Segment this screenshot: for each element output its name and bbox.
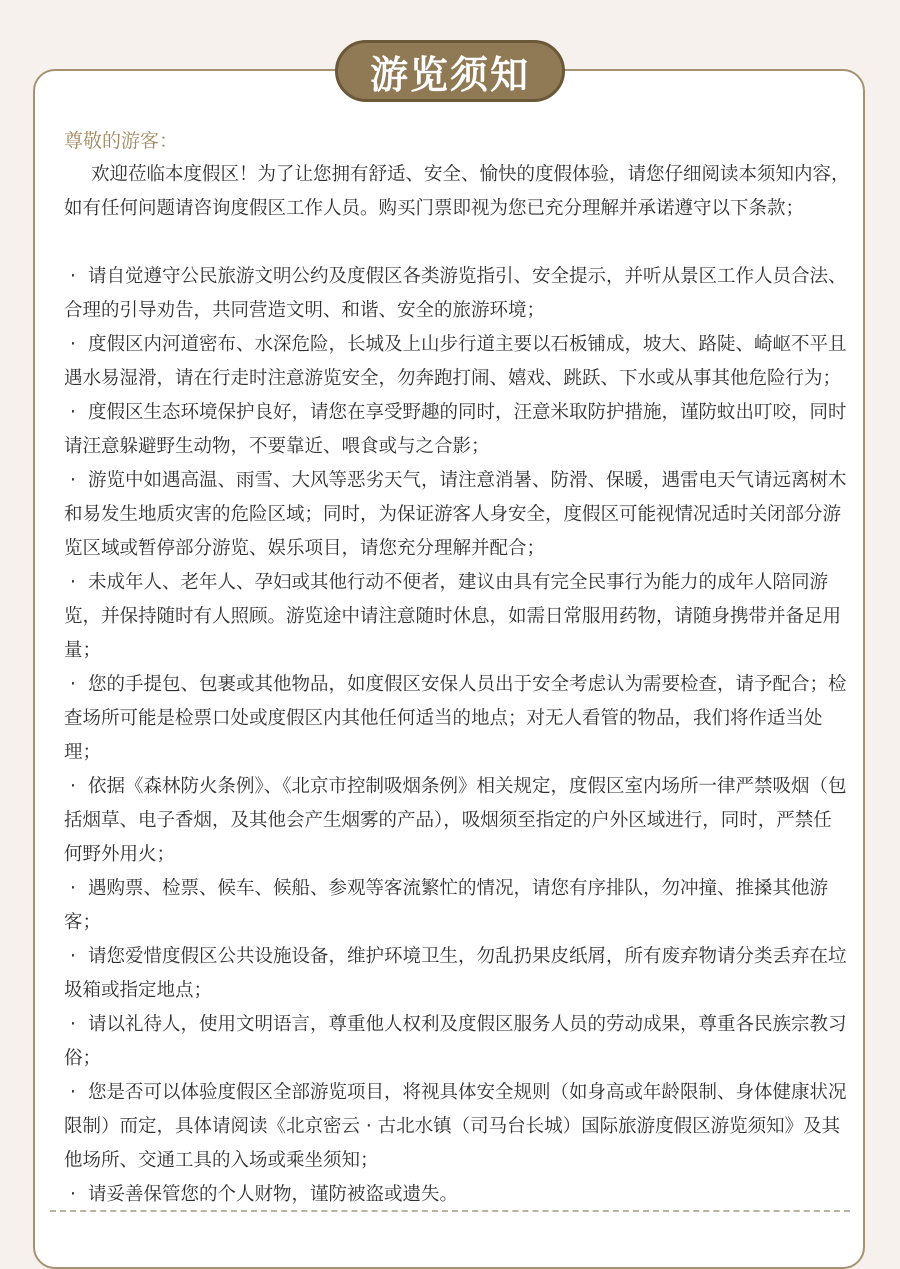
dashed-divider [50,1210,850,1212]
rule-item [64,668,850,770]
page-title: 游览须知 [369,51,530,97]
rule-item [64,872,850,940]
rule-item [64,1008,850,1076]
rule-item [64,464,850,566]
rules-list [64,260,850,1212]
rule-text: 请您爱惜度假区公共设施设备，维护环境卫生，勿乱扔果皮纸屑，所有废弃物请分类丢弃在垃圾箱或指定地点； [64,946,847,1001]
greeting: 尊敬的游客： [64,130,179,152]
bullet-icon: · [70,334,76,355]
rule-item [64,566,850,668]
rule-text: 请以礼待人，使用文明语言，尊重他人权利及度假区服务人员的劳动成果，尊重各民族宗教习俗； [64,1014,847,1069]
bullet-icon: · [70,878,76,899]
title-banner [335,40,565,102]
rule-item [64,1178,850,1212]
rule-item [64,1076,850,1178]
bullet-icon: · [70,1082,76,1103]
rule-item [64,260,850,328]
rule-text: 度假区内河道密布、水深危险，长城及上山步行道主要以石板铺成，坡大、路陡、崎岖不平且遇水易湿滑，请在行走时注意游览安全，勿奔跑打闹、嬉戏、跳跃、下水或从事其他危险行为； [64,334,847,389]
spacer [64,226,850,260]
bullet-icon: · [70,572,76,593]
bullet-icon: · [70,674,76,695]
bullet-icon: · [70,776,76,797]
rule-text: 请自觉遵守公民旅游文明公约及度假区各类游览指引、安全提示，并听从景区工作人员合法、合理的引导劝告，共同营造文明、和谐、安全的旅游环境； [64,266,847,321]
bullet-icon: · [70,1184,76,1205]
rule-text: 您是否可以体验度假区全部游览项目，将视具体安全规则（如身高或年龄限制、身体健康状况限制）而定，具体请阅读《北京密云 · 古北水镇（司马台长城）国际旅游度假区游览须知》及其他场所、交通工具的入场或乘坐须知； [64,1082,847,1171]
notice-content [64,124,850,1212]
rule-item [64,940,850,1008]
bullet-icon: · [70,266,76,287]
rule-text: 您的手提包、包裹或其他物品，如度假区安保人员出于安全考虑认为需要检查，请予配合；检查场所可能是检票口处或度假区内其他任何适当的地点；对无人看管的物品，我们将作适当处理； [64,674,847,763]
bullet-icon: · [70,1014,76,1035]
intro-paragraph: 欢迎莅临本度假区！为了让您拥有舒适、安全、愉快的度假体验，请您仔细阅读本须知内容，如有任何问题请咨询度假区工作人员。购买门票即视为您已充分理解并承诺遵守以下条款； [64,164,850,219]
rule-item [64,328,850,396]
bullet-icon: · [70,402,76,423]
bullet-icon: · [70,946,76,967]
rule-text: 度假区生态环境保护良好，请您在享受野趣的同时，汪意米取防护措施，谨防蚊出叮咬，同时请汪意躲避野生动物，不要靠近、喂食或与之合影； [64,402,847,457]
rule-item [64,770,850,872]
bullet-icon: · [70,470,76,491]
rule-text: 遇购票、检票、候车、候船、参观等客流繁忙的情况，请您有序排队，勿冲撞、推搡其他游客； [64,878,829,933]
rule-text: 依据《森林防火条例》、《北京市控制吸烟条例》相关规定，度假区室内场所一律严禁吸烟（包括烟草、电子香烟，及其他会产生烟雾的产品），吸烟须至指定的户外区域进行，同时，严禁任何野外用火； [64,776,847,865]
rule-item [64,396,850,464]
rule-text: 未成年人、老年人、孕妇或其他行动不便者，建议由具有完全民事行为能力的成年人陪同游览，并保持随时有人照顾。游览途中请注意随时休息，如需日常服用药物，请随身携带并备足用量； [64,572,842,661]
rule-text: 请妥善保管您的个人财物，谨防被盗或遗失。 [88,1184,459,1205]
rule-text: 游览中如遇高温、雨雪、大风等恶劣天气，请注意消暑、防滑、保暖，遇雷电天气请远离树木和易发生地质灾害的危险区域；同时，为保证游客人身安全，度假区可能视情况适时关闭部分游览区域或暂停部分游览、娱乐项目，请您充分理解并配合； [64,470,847,559]
